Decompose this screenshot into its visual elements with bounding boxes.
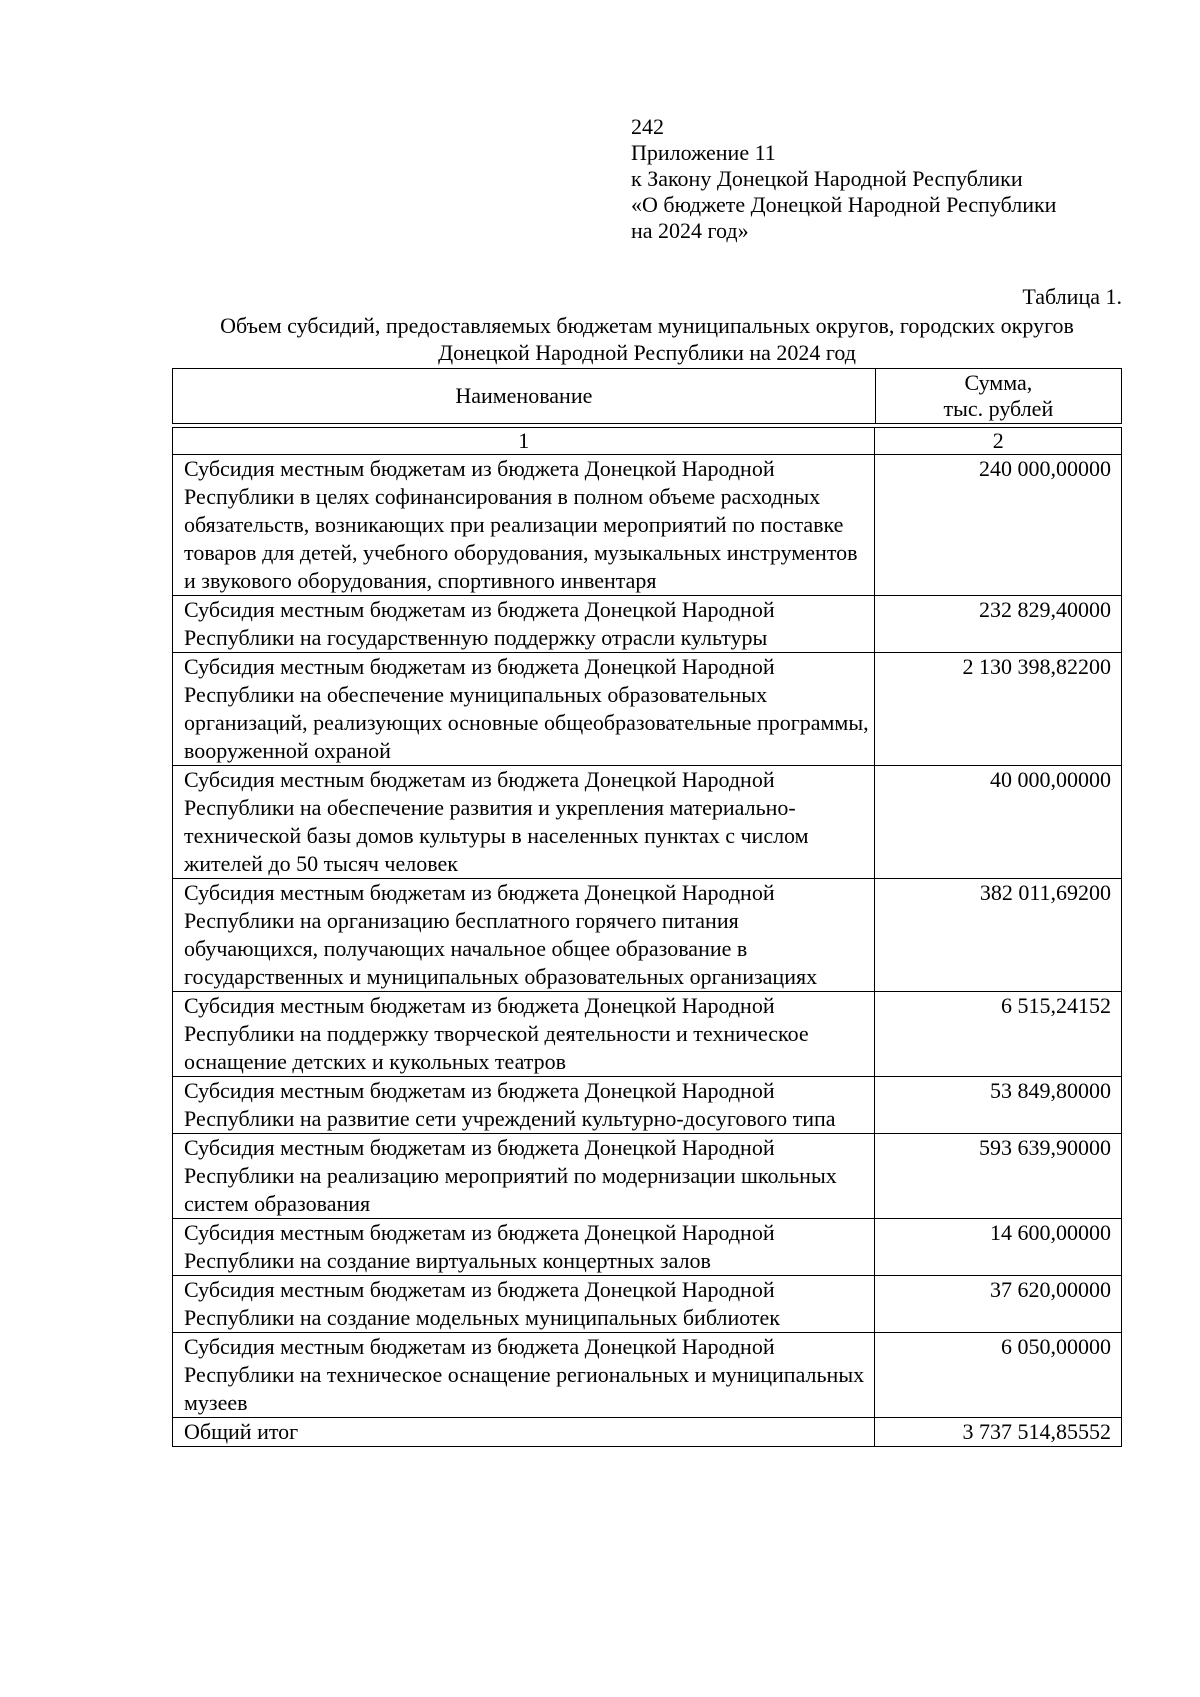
row-name: Субсидия местным бюджетам из бюджета Донецкой Народной Республики на реализацию мероприятий по модернизации школьных систем образования xyxy=(173,1134,875,1219)
total-row xyxy=(173,1418,1122,1447)
row-sum: 40 000,00000 xyxy=(875,766,1122,879)
row-sum: 382 011,69200 xyxy=(875,879,1122,992)
law-reference-line: к Закону Донецкой Народной Республики xyxy=(631,166,1023,191)
table-row xyxy=(173,1333,1122,1418)
row-sum: 2 130 398,82200 xyxy=(875,653,1122,766)
table-row xyxy=(173,653,1122,766)
subsidy-table xyxy=(172,427,1122,1447)
column-header-sum-line1: Сумма, xyxy=(964,370,1033,395)
appendix-line: Приложение 11 xyxy=(631,140,776,165)
column-header-sum xyxy=(875,369,1121,424)
row-sum: 37 620,00000 xyxy=(875,1276,1122,1333)
row-sum: 240 000,00000 xyxy=(875,455,1122,596)
column-number-row xyxy=(173,428,1122,455)
row-name: Субсидия местным бюджетам из бюджета Донецкой Народной Республики на обеспечение развития и укрепления материально-технической базы домов культуры в населенных пунктах с числом жителей до 50 тысяч человек xyxy=(173,766,875,879)
row-name: Субсидия местным бюджетам из бюджета Донецкой Народной Республики на создание виртуальных концертных залов xyxy=(173,1219,875,1276)
row-name: Субсидия местным бюджетам из бюджета Донецкой Народной Республики на развитие сети учреждений культурно-досугового типа xyxy=(173,1077,875,1134)
row-name: Субсидия местным бюджетам из бюджета Донецкой Народной Республики на техническое оснащение региональных и муниципальных музеев xyxy=(173,1333,875,1418)
column-header-sum-line2: тыс. рублей xyxy=(943,396,1054,421)
table-header xyxy=(172,368,1122,424)
row-name: Субсидия местным бюджетам из бюджета Донецкой Народной Республики на государственную поддержку отрасли культуры xyxy=(173,596,875,653)
total-label: Общий итог xyxy=(173,1418,875,1447)
total-sum: 3 737 514,85552 xyxy=(875,1418,1122,1447)
row-sum: 232 829,40000 xyxy=(875,596,1122,653)
table-row xyxy=(173,1219,1122,1276)
table-row xyxy=(173,879,1122,992)
row-name: Субсидия местным бюджетам из бюджета Донецкой Народной Республики на обеспечение муниципальных образовательных организаций, реализующих основные общеобразовательные программы, вооруженной охраной xyxy=(173,653,875,766)
row-sum: 6 515,24152 xyxy=(875,992,1122,1077)
law-year-line: на 2024 год» xyxy=(631,218,749,243)
row-sum: 14 600,00000 xyxy=(875,1219,1122,1276)
table-label: Таблица 1. xyxy=(1022,284,1122,309)
document-header xyxy=(631,114,1056,244)
column-number-2: 2 xyxy=(875,428,1122,455)
table-row xyxy=(173,596,1122,653)
table-row xyxy=(173,992,1122,1077)
row-name: Субсидия местным бюджетам из бюджета Донецкой Народной Республики на создание модельных муниципальных библиотек xyxy=(173,1276,875,1333)
row-name: Субсидия местным бюджетам из бюджета Донецкой Народной Республики на организацию бесплатного горячего питания обучающихся, получающих начальное общее образование в государственных и муниципальных образовательных организациях xyxy=(173,879,875,992)
table-row xyxy=(173,455,1122,596)
table-row xyxy=(173,1276,1122,1333)
row-sum: 593 639,90000 xyxy=(875,1134,1122,1219)
column-header-name: Наименование xyxy=(173,369,876,424)
row-sum: 6 050,00000 xyxy=(875,1333,1122,1418)
table-row xyxy=(173,1134,1122,1219)
table-row xyxy=(173,1077,1122,1134)
row-name: Субсидия местным бюджетам из бюджета Донецкой Народной Республики в целях софинансирования в полном объеме расходных обязательств, возникающих при реализации мероприятий по поставке товаров для детей, учебного оборудования, музыкальных инструментов и звукового оборудования, спортивного инвентаря xyxy=(173,455,875,596)
law-title-line: «О бюджете Донецкой Народной Республики xyxy=(631,192,1057,217)
row-sum: 53 849,80000 xyxy=(875,1077,1122,1134)
column-number-1: 1 xyxy=(173,428,875,455)
table-title: Объем субсидий, предоставляемых бюджетам муниципальных округов, городских округов Донецкой Народной Республики на 2024 год xyxy=(220,313,1074,365)
row-name: Субсидия местным бюджетам из бюджета Донецкой Народной Республики на поддержку творческой деятельности и техническое оснащение детских и кукольных театров xyxy=(173,992,875,1077)
table-row xyxy=(173,766,1122,879)
page-number: 242 xyxy=(631,114,664,139)
